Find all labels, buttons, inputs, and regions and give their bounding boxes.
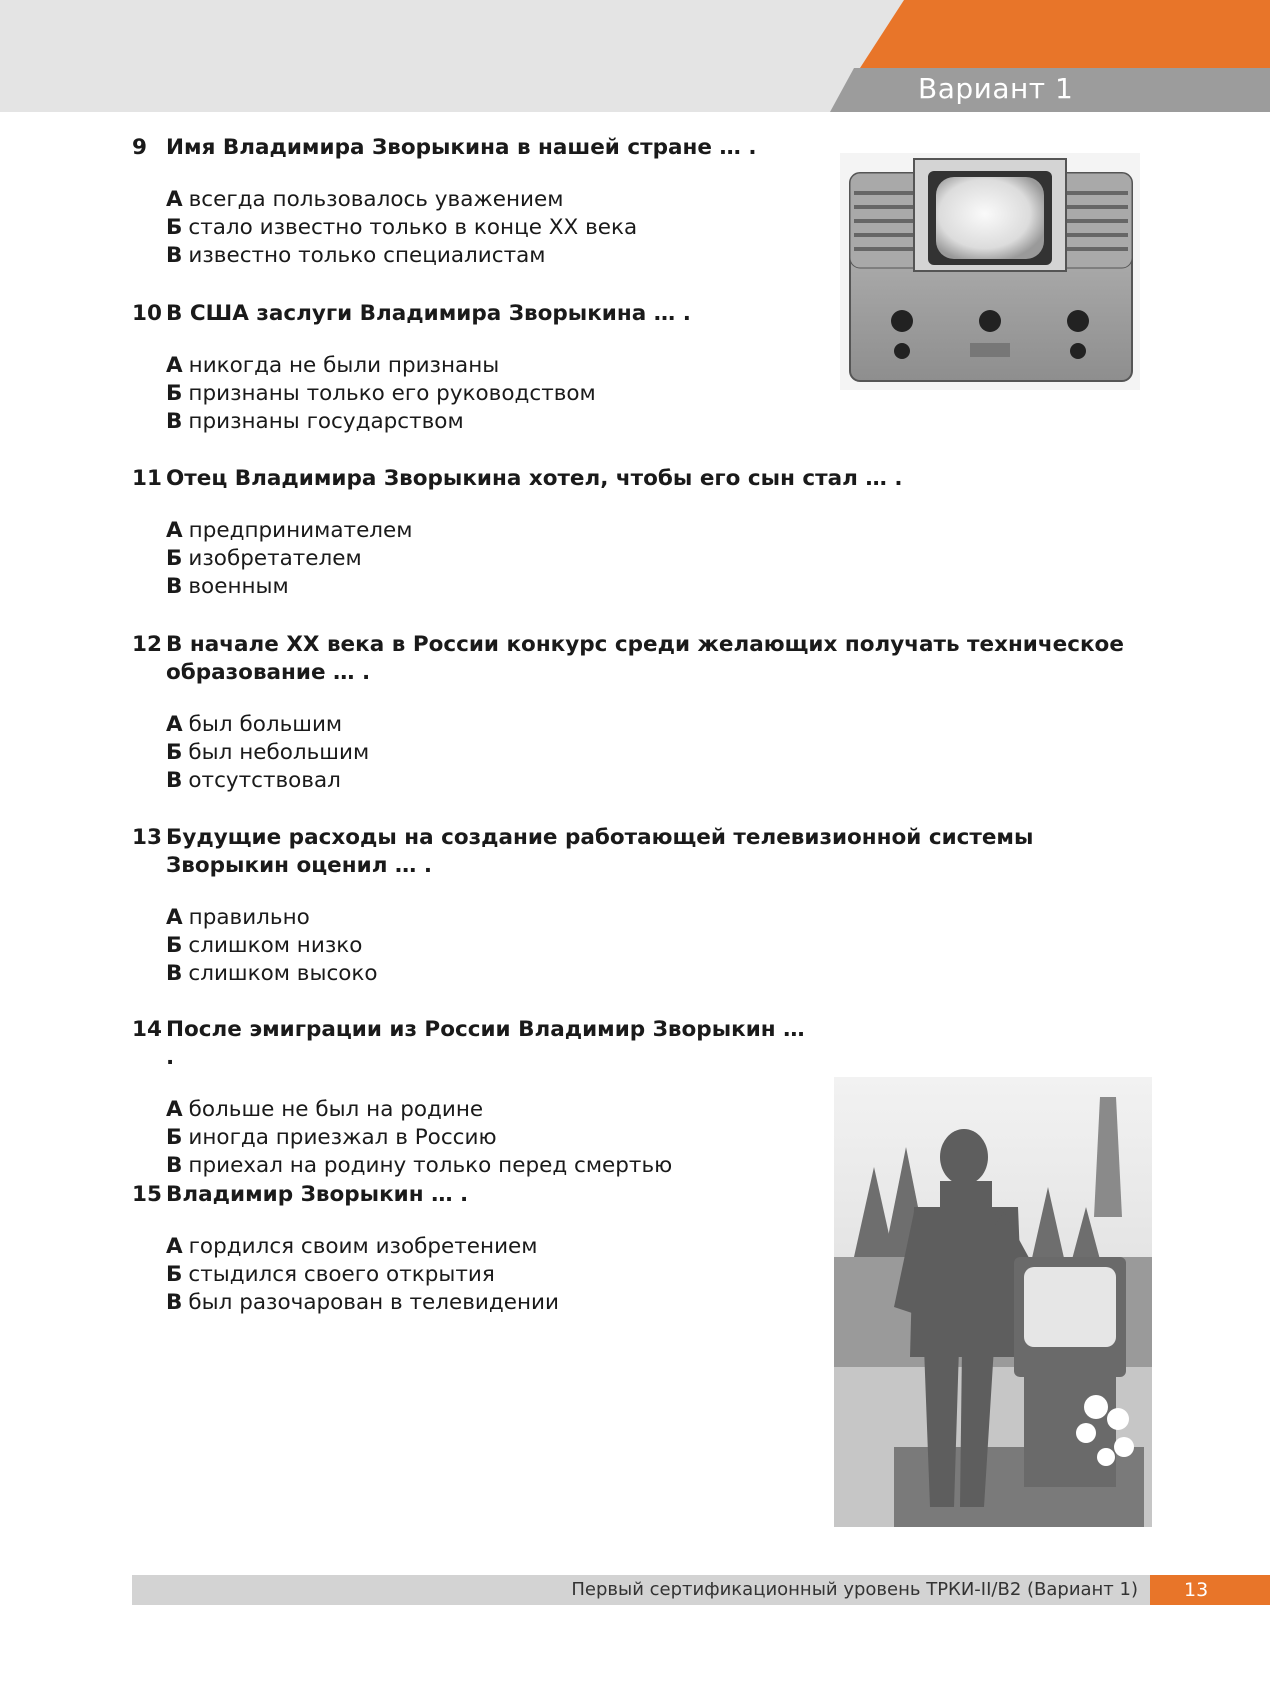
statue-illustration bbox=[834, 1077, 1152, 1527]
option-c: В признаны государством bbox=[166, 409, 464, 434]
option-b: Б был небольшим bbox=[166, 740, 370, 765]
option-a: А больше не был на родине bbox=[166, 1097, 484, 1122]
option-b: Б иногда приезжал в Россию bbox=[166, 1125, 497, 1150]
option-c: В слишком высоко bbox=[166, 961, 378, 986]
option-a: А всегда пользовалось уважением bbox=[166, 187, 564, 212]
option-a: А предпринимателем bbox=[166, 518, 413, 543]
question-text: Имя Владимира Зворыкина в нашей стране … . bbox=[166, 135, 757, 160]
option-a: А был большим bbox=[166, 712, 343, 737]
question-number: 10 bbox=[132, 301, 162, 326]
question-text: Будущие расходы на создание работающей телевизионной системы Зворыкин оценил … . bbox=[166, 825, 1034, 878]
options bbox=[166, 1233, 812, 1317]
option-c: В военным bbox=[166, 574, 289, 599]
orange-accent bbox=[860, 0, 1270, 68]
question-12 bbox=[132, 631, 1162, 795]
option-b: Б стыдился своего открытия bbox=[166, 1262, 495, 1287]
question-text: Владимир Зворыкин … . bbox=[166, 1182, 469, 1207]
options bbox=[166, 711, 1162, 795]
question-text: После эмиграции из России Владимир Зворыкин … . bbox=[166, 1017, 805, 1070]
variant-label: Вариант 1 bbox=[918, 72, 1074, 105]
question-number: 9 bbox=[132, 135, 147, 160]
question-text: В начале XX века в России конкурс среди желающих получать техническое образование … . bbox=[166, 632, 1124, 685]
question-number: 14 bbox=[132, 1017, 162, 1042]
question-number: 13 bbox=[132, 825, 162, 850]
question-number: 12 bbox=[132, 632, 162, 657]
option-b: Б изобретателем bbox=[166, 546, 362, 571]
options bbox=[166, 517, 1162, 601]
zworykin-statue-photo bbox=[834, 1077, 1152, 1527]
option-a: А гордился своим изобретением bbox=[166, 1234, 538, 1259]
television-illustration bbox=[840, 153, 1140, 390]
question-text: Отец Владимира Зворыкина хотел, чтобы его сын стал … . bbox=[166, 466, 903, 491]
option-c: В известно только специалистам bbox=[166, 243, 546, 268]
question-10 bbox=[132, 300, 772, 436]
question-number: 11 bbox=[132, 466, 162, 491]
question-11 bbox=[132, 465, 1162, 601]
option-b: Б признаны только его руководством bbox=[166, 381, 596, 406]
option-b: Б стало известно только в конце XX века bbox=[166, 215, 638, 240]
question-13 bbox=[132, 824, 1162, 988]
option-c: В был разочарован в телевидении bbox=[166, 1290, 559, 1315]
option-a: А никогда не были признаны bbox=[166, 353, 500, 378]
options bbox=[166, 1096, 812, 1180]
options bbox=[166, 904, 1162, 988]
options bbox=[166, 186, 772, 270]
question-9 bbox=[132, 134, 772, 270]
footer-label: Первый сертификационный уровень ТРКИ-II/B2 (Вариант 1) bbox=[571, 1579, 1138, 1600]
vintage-television-photo bbox=[840, 153, 1140, 390]
options bbox=[166, 352, 772, 436]
option-c: В приехал на родину только перед смертью bbox=[166, 1153, 673, 1178]
option-a: А правильно bbox=[166, 905, 310, 930]
question-15 bbox=[132, 1181, 812, 1317]
option-b: Б слишком низко bbox=[166, 933, 363, 958]
question-number: 15 bbox=[132, 1182, 162, 1207]
option-c: В отсутствовал bbox=[166, 768, 341, 793]
question-text: В США заслуги Владимира Зворыкина … . bbox=[166, 301, 691, 326]
question-14 bbox=[132, 1016, 812, 1180]
page-number: 13 bbox=[1150, 1575, 1270, 1605]
